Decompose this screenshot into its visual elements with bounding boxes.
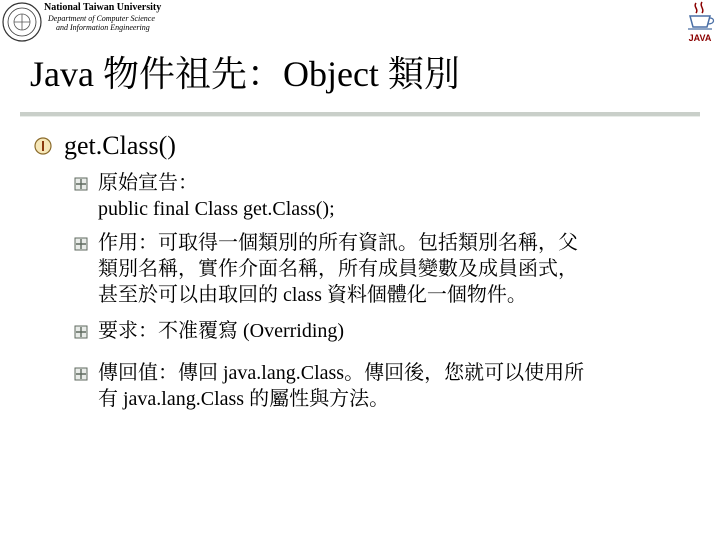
main-bullet-text: get.Class() [64,131,176,160]
university-seal-icon [2,2,42,42]
java-cup-logo-icon [684,0,716,44]
sub-bullet-line: 有 java.lang.Class 的屬性與方法。 [98,388,390,410]
round-bullet-icon [34,137,52,155]
sub-bullet-line: public final Class get.Class(); [98,198,335,220]
sub-bullet-line: 原始宣告： [98,172,198,194]
department-line-2: and Information Engineering [56,22,150,32]
university-name: National Taiwan University [44,2,162,13]
square-bullet-icon [74,367,88,381]
sub-bullet-line: 甚至於可以由取回的 class 資料個體化一個物件。 [98,284,527,306]
department-line-1: Department of Computer Science [48,13,155,23]
sub-bullet-line: 要求：不准覆寫 (Overriding) [98,320,345,342]
square-bullet-icon [74,325,88,339]
java-logo-text: JAVA [688,33,712,43]
sub-bullet-purpose [74,230,694,308]
slide-header [0,0,720,50]
university-block [44,2,161,32]
title-divider [20,112,700,116]
sub-bullet-line: 類別名稱，實作介面名稱，所有成員變數及成員函式， [98,258,578,280]
main-bullet [34,128,176,164]
sub-bullet-requirement [74,318,694,344]
sub-bullet-return-value [74,360,694,412]
slide-title: Java 物件祖先：Object 類別 [30,54,460,94]
square-bullet-icon [74,237,88,251]
sub-bullet-line: 傳回值：傳回 java.lang.Class。傳回後，您就可以使用所 [98,362,585,384]
square-bullet-icon [74,177,88,191]
sub-bullet-line: 作用：可取得一個類別的所有資訊。包括類別名稱，父 [98,232,578,254]
sub-bullet-declaration [74,170,694,222]
